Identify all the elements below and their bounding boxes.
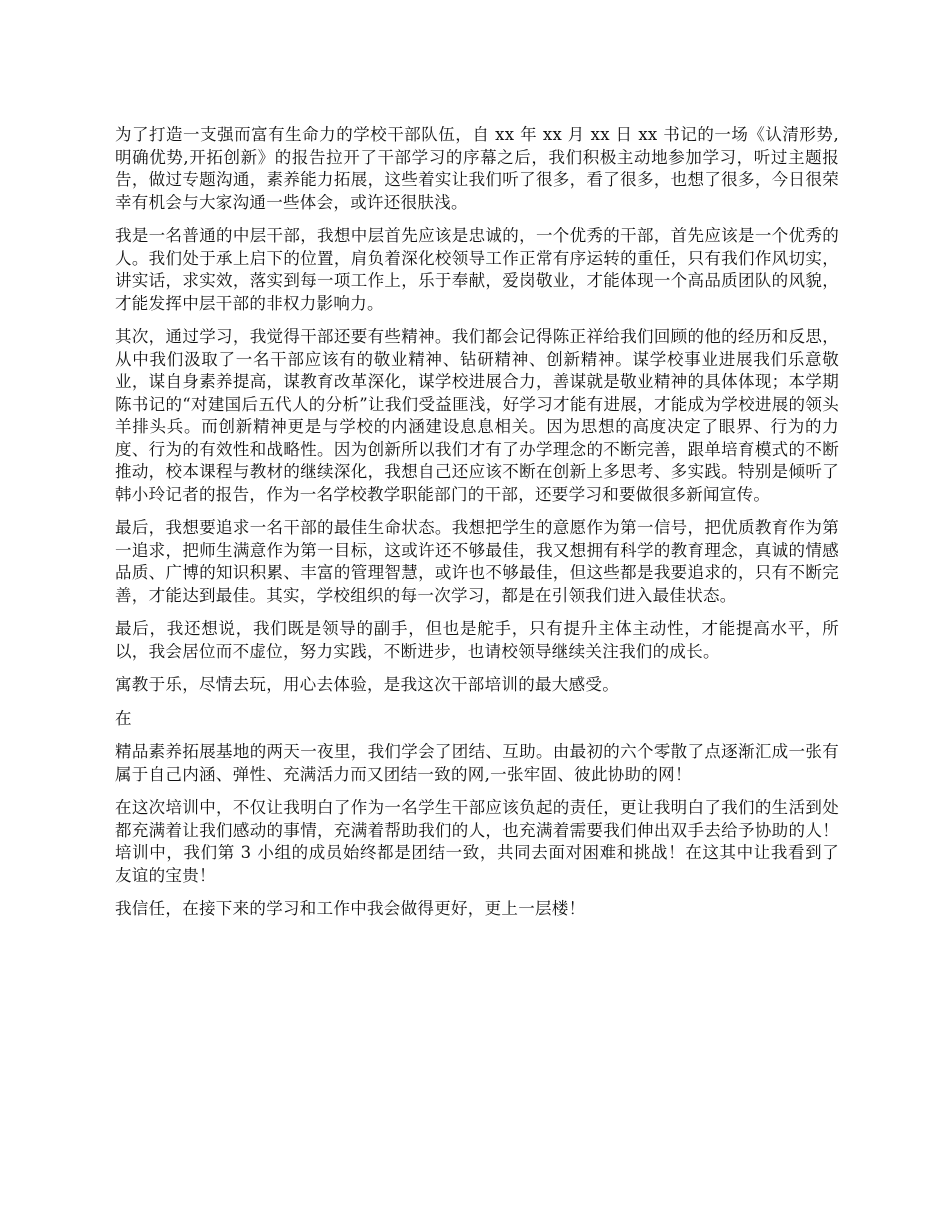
paragraph-9: 在这次培训中，不仅让我明白了作为一名学生干部应该负起的责任，更让我明白了我们的生活到处都充满着让我们感动的事情，充满着帮助我们的人，也充满着需要我们伸出双手去给予协助的人！培训中，我们第 3 小组的成员始终都是团结一致，共同去面对困难和挑战！在这其中让我看到了友谊的宝贵！: [115, 798, 839, 885]
paragraph-6: 寓教于乐，尽情去玩，用心去体验，是我这次干部培训的最大感受。: [115, 675, 619, 694]
paragraph-4: 最后，我想要追求一名干部的最佳生命状态。我想把学生的意愿作为第一信号，把优质教育作为第一追求，把师生满意作为第一目标，这或许还不够最佳，我又想拥有科学的教育理念，真诚的情感品质、广博的知识积累、丰富的管理智慧，或许也不够最佳，但这些都是我要追求的，只有不断完善，才能达到最佳。其实，学校组织的每一次学习，都是在引领我们进入最佳状态。: [115, 518, 839, 605]
paragraph-10: 我信任，在接下来的学习和工作中我会做得更好，更上一层楼！: [115, 899, 586, 918]
document-body: [115, 124, 839, 932]
paragraph-3: 其次，通过学习，我觉得干部还要有些精神。我们都会记得陈正祥给我们回顾的他的经历和反思，从中我们汲取了一名干部应该有的敬业精神、钻研精神、创新精神。谋学校事业进展我们乐意敬业，谋自身素养提高，谋教育改革深化，谋学校进展合力，善谋就是敬业精神的具体体现；本学期陈书记的“对建国后五代人的分析”让我们受益匪浅，好学习才能有进展，才能成为学校进展的领头羊排头兵。而创新精神更是与学校的内涵建设息息相关。因为思想的高度决定了眼界、行为的力度、行为的有效性和战略性。因为创新所以我们才有了办学理念的不断完善，跟单培育模式的不断推动，校本课程与教材的继续深化，我想自己还应该不断在创新上多思考、多实践。特别是倾听了韩小玲记者的报告，作为一名学校教学职能部门的干部，还要学习和要做很多新闻宣传。: [115, 327, 839, 504]
paragraph-5: 最后，我还想说，我们既是领导的副手，但也是舵手，只有提升主体主动性，才能提高水平，所以，我会居位而不虚位，努力实践，不断进步，也请校领导继续关注我们的成长。: [115, 619, 839, 661]
paragraph-2: 我是一名普通的中层干部，我想中层首先应该是忠诚的，一个优秀的干部，首先应该是一个优秀的人。我们处于承上启下的位置，肩负着深化校领导工作正常有序运转的重任，只有我们作风切实，讲实话，求实效，落实到每一项工作上，乐于奉献，爱岗敬业，才能体现一个高品质团队的风貌，才能发挥中层干部的非权力影响力。: [115, 226, 839, 313]
paragraph-7: 在: [115, 708, 132, 728]
paragraph-8: 精品素养拓展基地的两天一夜里，我们学会了团结、互助。由最初的六个零散了点逐渐汇成一张有属于自己内涵、弹性、充满活力而又团结一致的网,一张牢固、彼此协助的网！: [115, 742, 839, 784]
paragraph-1: 为了打造一支强而富有生命力的学校干部队伍，自 xx 年 xx 月 xx 日 xx 书记的一场《认清形势,明确优势,开拓创新》的报告拉开了干部学习的序幕之后，我们积极主动地参加学习，听过主题报告，做过专题沟通，素养能力拓展，这些着实让我们听了很多，看了很多，也想了很多，今日很荣幸有机会与大家沟通一些体会，或许还很肤浅。: [115, 125, 839, 212]
